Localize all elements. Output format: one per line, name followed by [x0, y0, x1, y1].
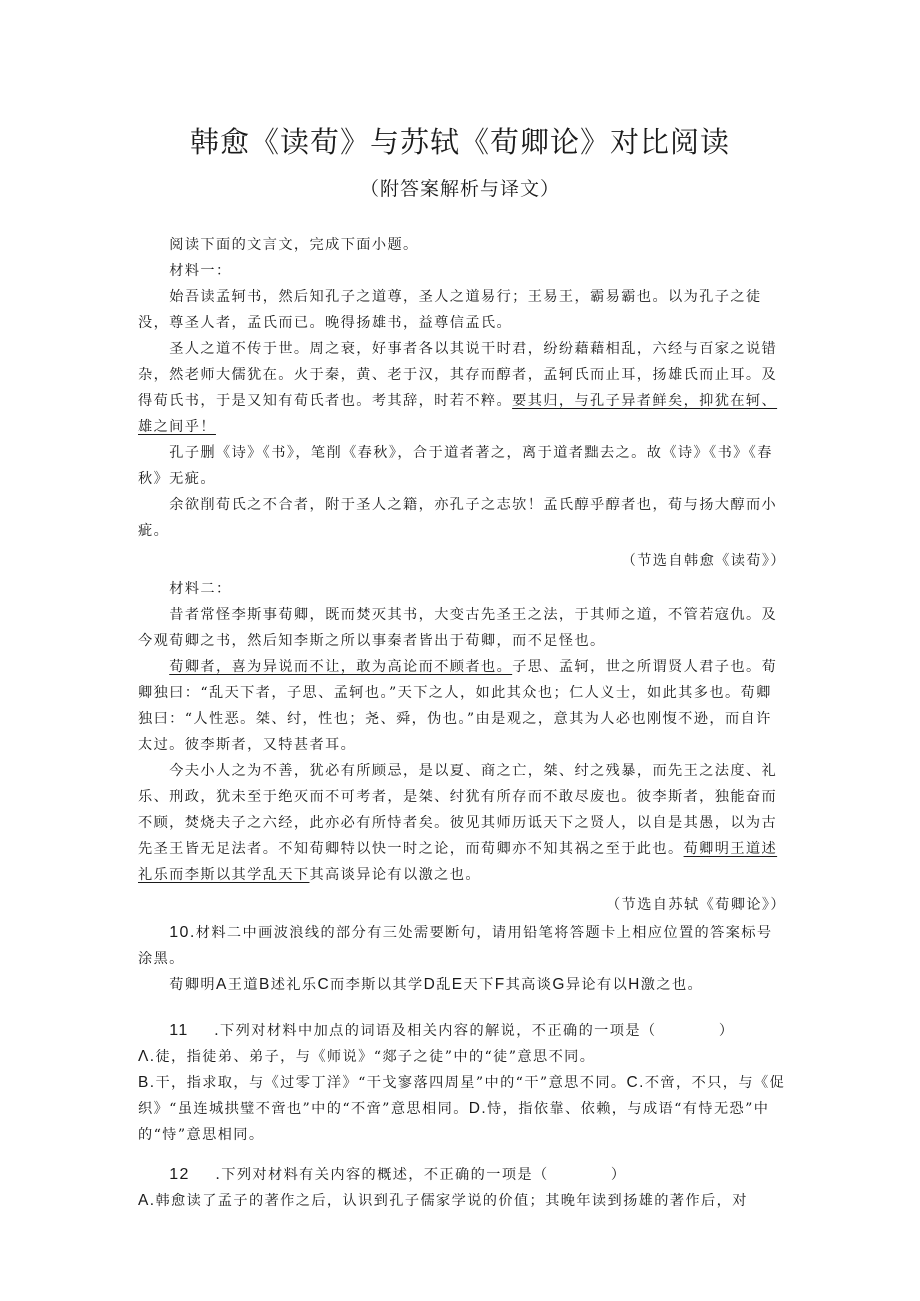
question-11-stem: .下列对材料中加点的词语及相关内容的解说，不正确的一项是（ ）	[214, 1023, 735, 1039]
answer-line-text: 异论有以	[565, 977, 629, 993]
material2-paragraph-1: 昔者常怪李斯事荀卿，既而焚灭其书，大变古先圣王之法，于其师之道，不管若寇仇。及今观荀卿之书，然后知李斯之所以事秦者皆出于荀卿，而不足怪也。	[138, 607, 778, 649]
material1-paragraph-1: 始吾读孟轲书，然后知孔子之道尊，圣人之道易行；王易王，霸易霸也。以为孔子之徒没，尊圣人者，孟氏而已。晚得扬雄书，益尊信孟氏。	[138, 289, 762, 331]
document-title: 韩愈《读荀》与苏轼《荀卿论》对比阅读	[189, 125, 730, 159]
question-12-option-a	[138, 1188, 786, 1214]
break-option-c: C	[317, 976, 331, 993]
question-11-number: 11	[169, 1022, 189, 1039]
question-11-options-bcd	[138, 1070, 786, 1148]
question-12	[138, 1162, 786, 1188]
question-10-number: 10	[169, 924, 190, 941]
material2-source: （节选自苏轼《荀卿论》）	[606, 897, 786, 913]
material2-p2-text: 子思、孟轲，世之所谓贤人君子也。荀卿独曰：“乱天下者，子思、孟轲也。”天下之人，如此其众也；仁人义士，如此其多也。荀卿独曰：“人性恶。桀、纣，性也；尧、舜，伪也。”由是观之，意其为人必也刚愎不逊，而自许太过。彼李斯者，又特甚者耳。	[138, 659, 778, 753]
intro-text: 阅读下面的文言文，完成下面小题。	[169, 237, 419, 253]
option-d-text: 恃，指依靠、依赖，与成语“有恃无恐”中的“恃”意思相同。	[138, 1101, 770, 1143]
option-c-key: C.	[626, 1074, 645, 1091]
option-a-key: A.	[138, 1192, 156, 1209]
option-b-text: 干，指求取，与《过零丁洋》“干戈寥落四周星”中的“干”意思不同。	[155, 1075, 627, 1091]
underlined-sentence: 要其归，与孔子异者鲜矣，抑犹在轲、雄之间乎！	[138, 393, 778, 435]
answer-line-text: 天下	[463, 977, 495, 993]
break-option-g: G	[552, 976, 566, 993]
material1-label: 材料一：	[169, 263, 232, 279]
spacer	[138, 1148, 786, 1162]
question-12-number: 12	[169, 1166, 190, 1183]
question-10	[138, 920, 786, 972]
material1-paragraph-4: 余欲削荀氏之不合者，附于圣人之籍，亦孔子之志欤！孟氏醇乎醇者也，荀与扬大醇而小疵。	[138, 497, 778, 539]
question-10-stem: .材料二中画波浪线的部分有三处需要断句，请用铅笔将答题卡上相应位置的答案标号涂黑。	[138, 925, 773, 967]
option-c-text: 不啻，不只，与《促织》“虽连城拱璧不啻也”中的“不啻”意思相同。	[138, 1075, 786, 1117]
material1-paragraph-3: 孔子删《诗》《书》，笔削《春秋》，合于道者著之，离于道者黜去之。故《诗》《书》《春秋》无疵。	[138, 445, 773, 487]
answer-line-text: 荀卿明	[169, 977, 216, 993]
material2-label: 材料二：	[169, 581, 232, 597]
question-11-option-a	[138, 1044, 786, 1070]
underlined-sentence: 荀卿者，喜为异说而不让，敢为高论而不顾者也。	[169, 659, 513, 675]
answer-line-text: 述礼乐	[270, 977, 318, 993]
answer-line-text: 激之也。	[640, 977, 704, 993]
break-option-d: D	[423, 976, 437, 993]
option-a-text: 韩愈读了孟子的著作之后，认识到孔子儒家学说的价值；其晚年读到扬雄的著作后，对	[155, 1193, 748, 1209]
answer-line-text: 王道	[227, 977, 259, 993]
material2-p3-end: 其高谈异论有以激之也。	[309, 867, 481, 883]
material1-paragraph-2	[138, 336, 786, 440]
question-11	[138, 1018, 786, 1044]
document-subtitle: （附答案解析与译文）	[359, 178, 560, 200]
option-a-key: Λ.	[138, 1048, 156, 1065]
break-option-e: E	[451, 976, 464, 993]
answer-line-text: 乱	[436, 977, 452, 993]
break-option-h: H	[628, 976, 641, 993]
spacer	[138, 998, 786, 1018]
material1-p2-text: 圣人之道不传于世。周之衰，好事者各以其说干时君，纷纷藉藉相乱，六经与百家之说错杂，然老师大儒犹在。火于秦，黄、老于汉，其存而醇者，孟轲氏而止耳，扬雄氏而止耳。及得荀氏书，于是又知有荀氏者也。考其辞，时若不粹。	[138, 341, 778, 409]
document-body	[138, 232, 786, 1214]
material2-p3-text: 今夫小人之为不善，犹必有所顾忌，是以夏、商之亡，桀、纣之残暴，而先王之法度、礼乐、刑政，犹未至于绝灭而不可考者，是桀、纣犹有所存而不敢尽废也。彼李斯者，独能奋而不顾，焚烧夫子之六经，此亦必有所恃者矣。彼见其师历诋天下之贤人，以自是其愚，以为古先圣王皆无足法者。不知荀卿特以快一时之论，而荀卿亦不知其祸之至于此也。	[138, 763, 778, 857]
question-10-answer-line	[138, 972, 786, 998]
option-b-key: B.	[138, 1074, 156, 1091]
option-a-text: 徒，指徒弟、弟子，与《师说》“郯子之徒”中的“徒”意思不同。	[155, 1049, 596, 1065]
question-12-stem: .下列对材料有关内容的概述，不正确的一项是（ ）	[215, 1167, 627, 1183]
break-option-b: B	[258, 976, 271, 993]
answer-line-text: 其高谈	[505, 977, 553, 993]
material1-source: （节选自韩愈《读荀》）	[621, 553, 786, 569]
break-option-a: A	[216, 976, 228, 993]
break-option-f: F	[494, 976, 506, 993]
answer-line-text: 而李斯以其学	[330, 977, 424, 993]
wavy-underlined-sentence: 荀卿明王道述礼乐而李斯以其学乱天下	[138, 841, 778, 883]
material2-paragraph-3	[138, 758, 786, 888]
option-d-key: D.	[468, 1100, 488, 1117]
material2-paragraph-2	[138, 654, 786, 758]
